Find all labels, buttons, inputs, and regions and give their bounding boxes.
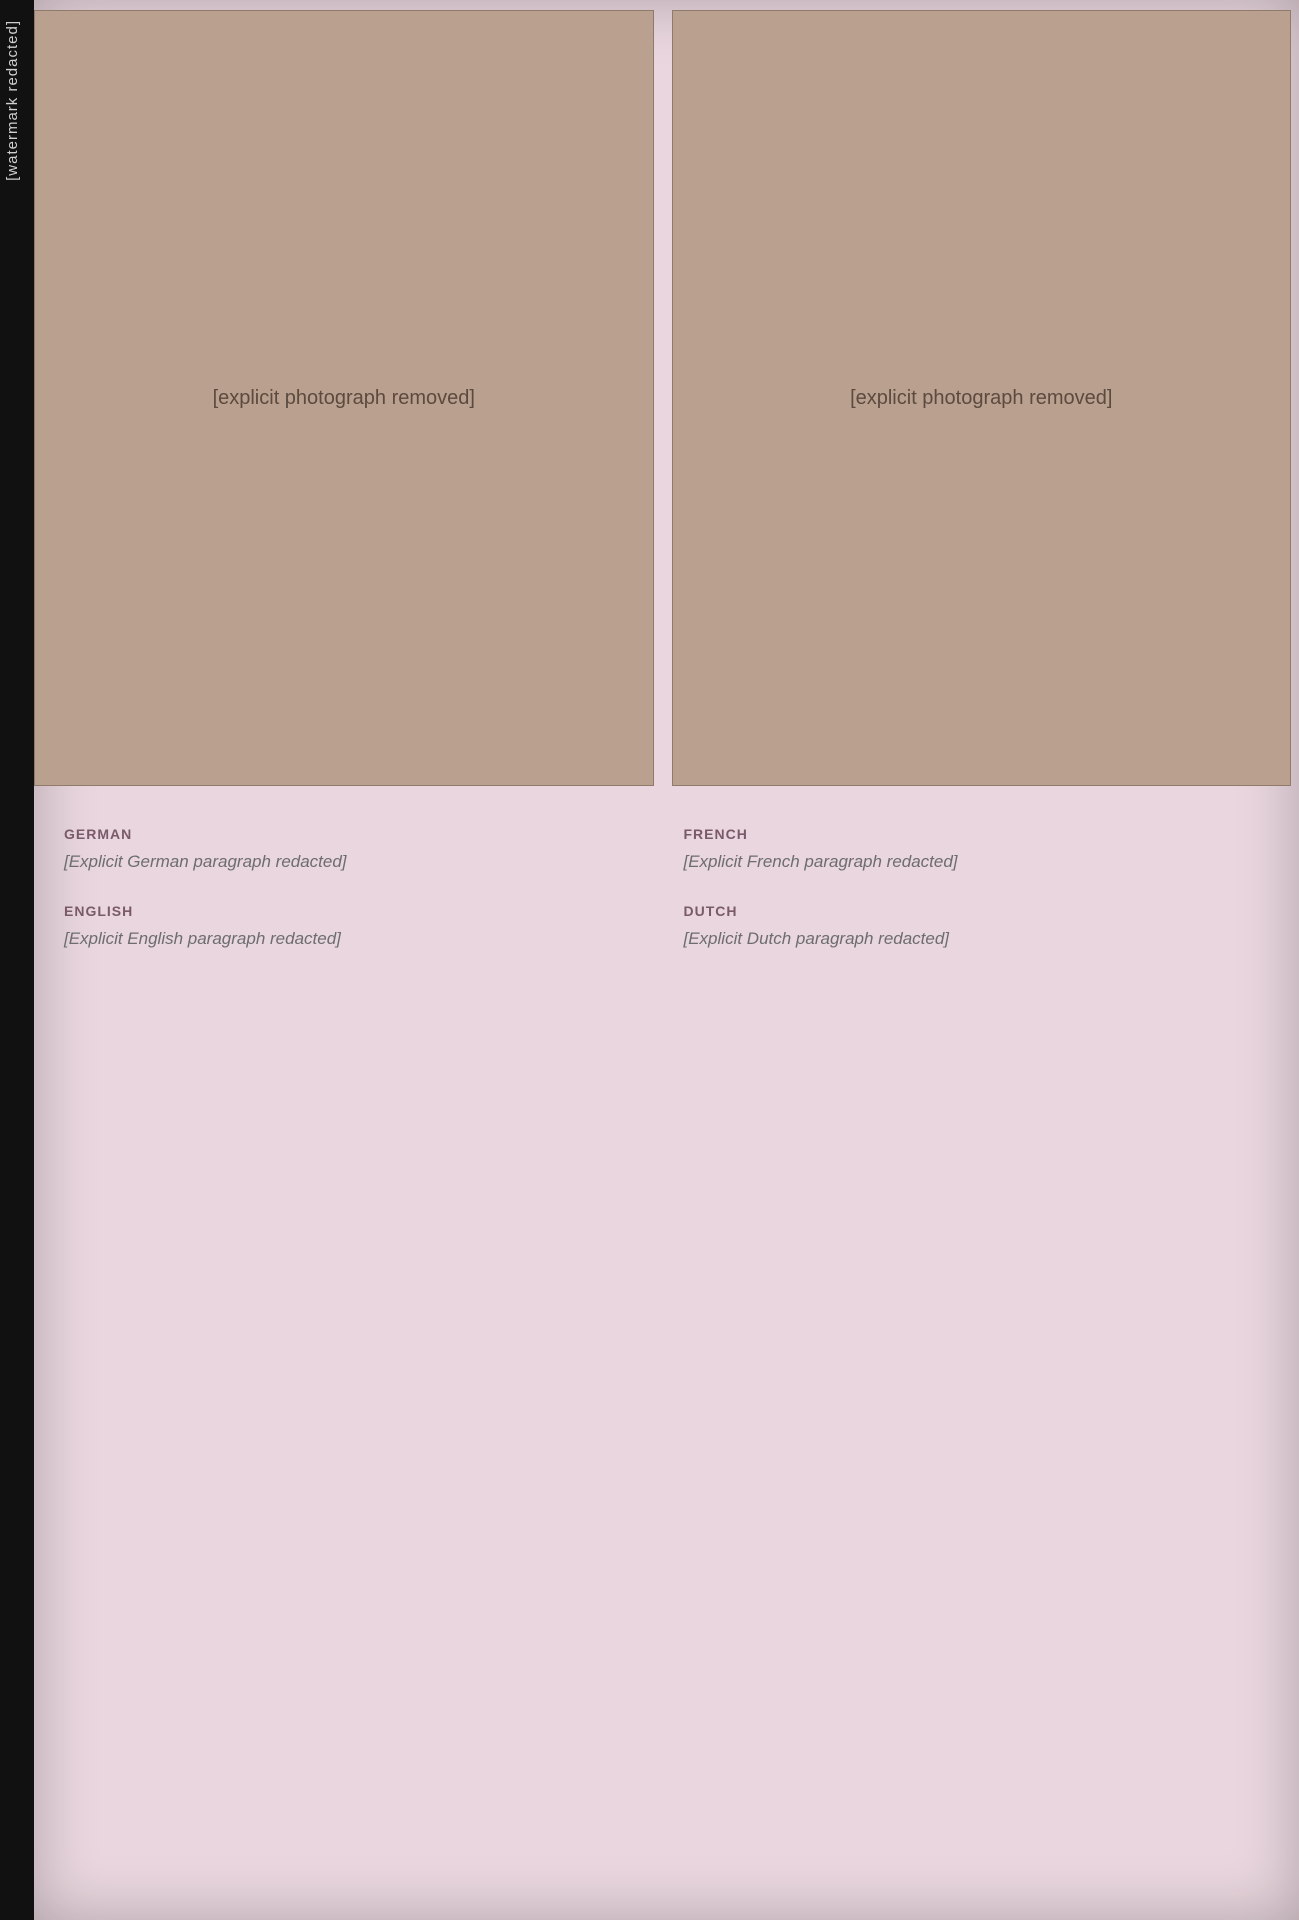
- column-left: [64, 824, 644, 1890]
- photo-row: [34, 0, 1299, 800]
- paragraph-english: [64, 901, 644, 952]
- redacted-text: [Explicit German paragraph redacted]: [64, 852, 347, 872]
- watermark-text: [watermark redacted]: [4, 20, 21, 181]
- redacted-text: [Explicit Dutch paragraph redacted]: [683, 929, 950, 949]
- scan-edge: [0, 0, 34, 1920]
- text-area: [34, 800, 1299, 1920]
- language-label: ENGLISH: [64, 902, 134, 919]
- redacted-text: [Explicit English paragraph redacted]: [64, 929, 341, 949]
- magazine-page: [34, 0, 1299, 1920]
- language-label: GERMAN: [64, 826, 133, 842]
- photo-right-placeholder: [explicit photograph removed]: [672, 10, 1292, 786]
- paragraph-german: [64, 824, 644, 875]
- photo-left-placeholder: [explicit photograph removed]: [34, 10, 654, 786]
- redacted-text: [Explicit French paragraph redacted]: [683, 852, 958, 872]
- language-label: FRENCH: [683, 826, 748, 842]
- paragraph-french: [684, 824, 1264, 875]
- language-label: DUTCH: [683, 902, 738, 919]
- paragraph-dutch: [684, 901, 1264, 952]
- column-right: [684, 824, 1264, 1890]
